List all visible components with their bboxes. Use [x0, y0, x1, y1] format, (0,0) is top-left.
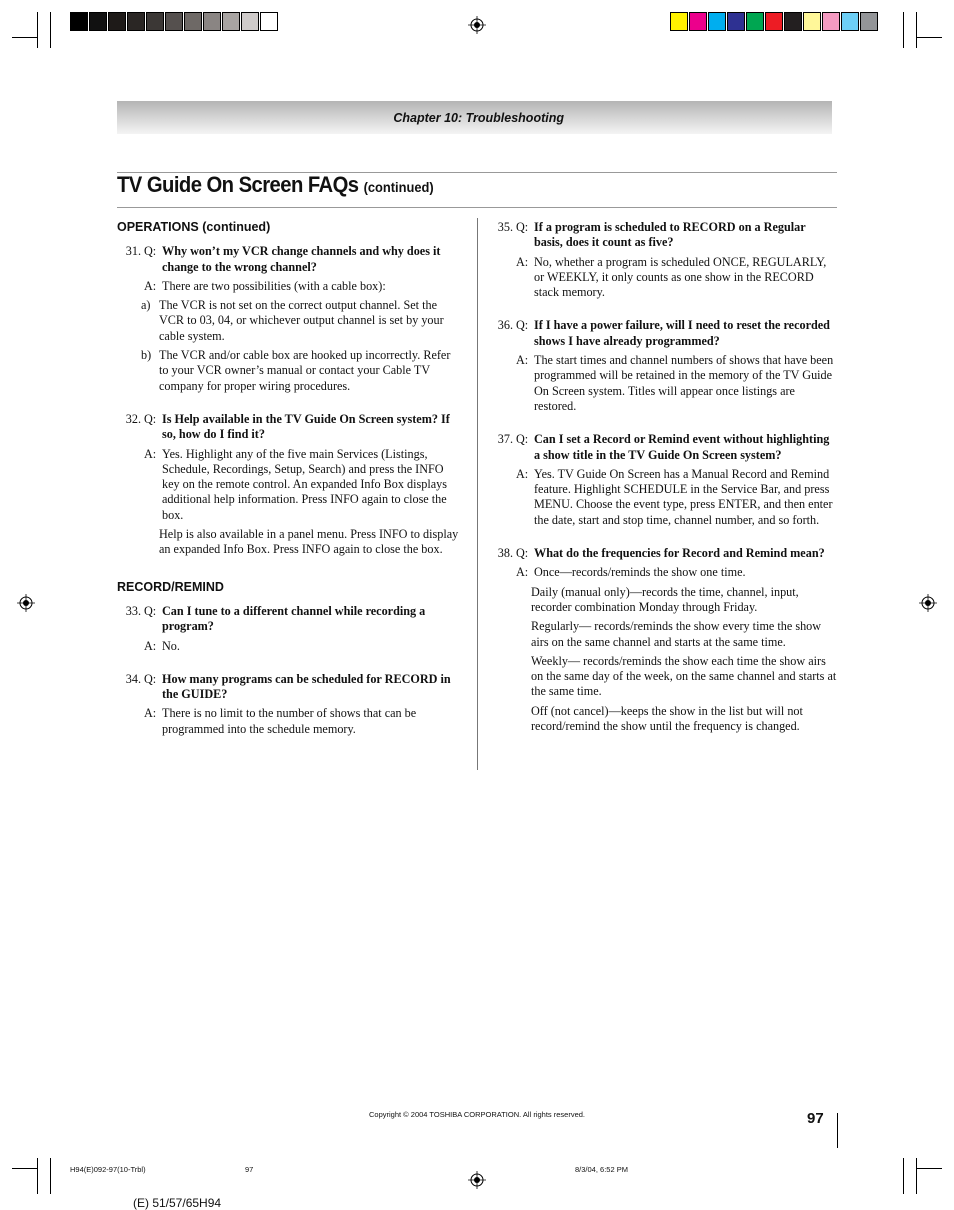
page-title	[117, 172, 434, 198]
color-swatch	[146, 12, 164, 31]
answer-label: A:	[516, 466, 529, 481]
question-text: Is Help available in the TV Guide On Screen system? If so, how do I find it?	[162, 411, 450, 442]
faq-item-38	[489, 546, 837, 734]
chapter-title: Chapter 10: Troubleshooting	[393, 111, 564, 125]
question-label: Q:	[516, 220, 529, 234]
sheet-number: 97	[245, 1165, 254, 1174]
faq-number: 38.	[497, 546, 513, 561]
answer-text: Daily (manual only)—records the time, channel, input, recorder combination Monday through Friday.	[531, 584, 799, 614]
color-swatch	[127, 12, 145, 31]
answer-text: Once—records/reminds the show one time.	[534, 565, 746, 580]
question-label: Q:	[516, 432, 529, 447]
color-swatch	[184, 12, 202, 31]
page-title-sub: (continued)	[363, 179, 434, 195]
crop-mark	[916, 37, 942, 38]
question-text: If a program is scheduled to RECORD on a Regular basis, does it count as five?	[534, 220, 806, 250]
question-text: Can I set a Record or Remind event without highlighting a show title in the TV Guide On Screen system?	[534, 432, 830, 462]
answer-label: A:	[144, 278, 157, 293]
gray-calibration-bar	[70, 12, 279, 31]
answer-label: A:	[516, 254, 529, 269]
color-swatch	[822, 12, 840, 31]
answer-text: Help is also available in a panel menu. Press INFO to display an expanded Info Box. Press INFO again to close the box.	[159, 527, 459, 557]
sub-answer-text: The VCR and/or cable box are hooked up incorrectly. Refer to your VCR owner’s manual or contact your Cable TV company for proper wiring procedures.	[159, 348, 451, 393]
color-swatch	[765, 12, 783, 31]
page-number: 97	[807, 1110, 824, 1127]
faq-item-36	[489, 318, 837, 414]
faq-number: 35.	[497, 220, 513, 234]
sub-answer-label: a)	[141, 298, 151, 313]
question-label: Q:	[516, 546, 529, 561]
answer-text: No.	[162, 638, 180, 653]
answer-text: Weekly— records/reminds the show each time the show airs on the same day of the week, on the same channel and starts at the same time.	[531, 653, 837, 699]
answer-text: Off (not cancel)—keeps the show in the list but will not record/remind the show until the frequency is changed.	[531, 703, 803, 734]
answer-text: No, whether a program is scheduled ONCE, REGULARLY, or WEEKLY, it only counts as one show in the RECORD stack memory.	[534, 254, 827, 300]
sub-answer-label: b)	[141, 348, 152, 363]
question-text: What do the frequencies for Record and Remind mean?	[534, 546, 825, 561]
registration-mark-icon	[468, 1171, 486, 1189]
color-swatch	[860, 12, 878, 31]
faq-number: 33.	[125, 603, 141, 618]
question-text: Can I tune to a different channel while recording a program?	[162, 603, 426, 634]
answer-label: A:	[144, 446, 157, 461]
faq-item-34	[117, 672, 462, 737]
answer-label: A:	[144, 638, 157, 653]
answer-label: A:	[516, 565, 529, 580]
color-swatch	[89, 12, 107, 31]
color-calibration-bar	[670, 12, 879, 31]
color-swatch	[803, 12, 821, 31]
faq-item-33	[117, 604, 462, 654]
registration-mark-icon	[468, 16, 486, 34]
color-swatch	[841, 12, 859, 31]
color-swatch	[108, 12, 126, 31]
section-heading: OPERATIONS (continued)	[117, 220, 271, 234]
model-number: (E) 51/57/65H94	[133, 1196, 222, 1210]
crop-mark	[916, 12, 917, 48]
color-swatch	[165, 12, 183, 31]
right-column	[489, 220, 837, 752]
crop-mark	[12, 1168, 38, 1169]
color-swatch	[746, 12, 764, 31]
crop-mark	[37, 12, 38, 48]
color-swatch	[708, 12, 726, 31]
crop-mark	[903, 1158, 904, 1194]
answer-label: A:	[516, 353, 529, 368]
faq-number: 37.	[497, 432, 513, 447]
page-number-rule	[837, 1113, 838, 1148]
faq-number: 31.	[125, 244, 141, 259]
answer-label: A:	[144, 706, 157, 721]
section-heading: RECORD/REMIND	[117, 579, 224, 594]
answer-text: Yes. Highlight any of the five main Services (Listings, Schedule, Recordings, Setup, Search) and press the INFO key on the remote control. An expanded Info Box displays additional help information. Press INFO again to close the box.	[162, 446, 447, 522]
color-swatch	[70, 12, 88, 31]
question-label: Q:	[144, 244, 157, 259]
color-swatch	[727, 12, 745, 31]
faq-number: 32.	[125, 411, 141, 426]
faq-number: 34.	[125, 671, 141, 686]
crop-mark	[12, 37, 38, 38]
crop-mark	[37, 1158, 38, 1194]
answer-text: There is no limit to the number of shows that can be programmed into the schedule memory.	[162, 706, 417, 736]
color-swatch	[203, 12, 221, 31]
color-swatch	[241, 12, 259, 31]
question-text: Why won’t my VCR change channels and why does it change to the wrong channel?	[162, 244, 441, 274]
faq-item-37	[489, 432, 837, 528]
crop-mark	[903, 12, 904, 48]
question-text: How many programs can be scheduled for RECORD in the GUIDE?	[162, 671, 451, 702]
file-slug: H94(E)092-97(10-Trbl)	[70, 1165, 146, 1174]
question-text: If I have a power failure, will I need to reset the recorded shows I have already programmed?	[534, 318, 830, 348]
left-column	[117, 220, 462, 755]
copyright-notice: Copyright © 2004 TOSHIBA CORPORATION. All rights reserved.	[368, 1110, 586, 1119]
chapter-header	[117, 101, 832, 134]
column-divider	[477, 218, 478, 770]
question-label: Q:	[144, 671, 157, 686]
question-label: Q:	[516, 318, 529, 333]
faq-number: 36.	[497, 318, 513, 333]
question-label: Q:	[144, 603, 157, 618]
color-swatch	[689, 12, 707, 31]
crop-mark	[50, 12, 51, 48]
question-label: Q:	[144, 411, 157, 426]
answer-text: Yes. TV Guide On Screen has a Manual Record and Remind feature. Highlight SCHEDULE in the Service Bar, and press MENU. Choose the event type, press ENTER, and then enter the date, start and stop time, channel number, and so forth.	[534, 466, 833, 527]
answer-text: Regularly— records/reminds the show every time the show airs on the same channel and starts at the same time.	[531, 619, 822, 649]
answer-text: There are two possibilities (with a cable box):	[162, 278, 386, 293]
color-swatch	[260, 12, 278, 31]
faq-item-35	[489, 220, 837, 300]
sub-answer-text: The VCR is not set on the correct output channel. Set the VCR to 03, 04, or whichever output channel is set by your cable system.	[159, 298, 444, 343]
crop-mark	[916, 1168, 942, 1169]
faq-item-31	[117, 244, 462, 394]
print-date: 8/3/04, 6:52 PM	[575, 1165, 628, 1174]
registration-mark-icon	[919, 594, 937, 612]
color-swatch	[222, 12, 240, 31]
title-bottom-rule	[117, 207, 837, 208]
crop-mark	[50, 1158, 51, 1194]
registration-mark-icon	[17, 594, 35, 612]
color-swatch	[670, 12, 688, 31]
color-swatch	[784, 12, 802, 31]
faq-item-32	[117, 412, 462, 558]
answer-text: The start times and channel numbers of shows that have been programmed will be retained in the memory of the TV Guide On Screen system. Titles will appear once listings are restored.	[534, 353, 834, 413]
crop-mark	[916, 1158, 917, 1194]
page-title-main: TV Guide On Screen FAQs	[117, 172, 359, 197]
